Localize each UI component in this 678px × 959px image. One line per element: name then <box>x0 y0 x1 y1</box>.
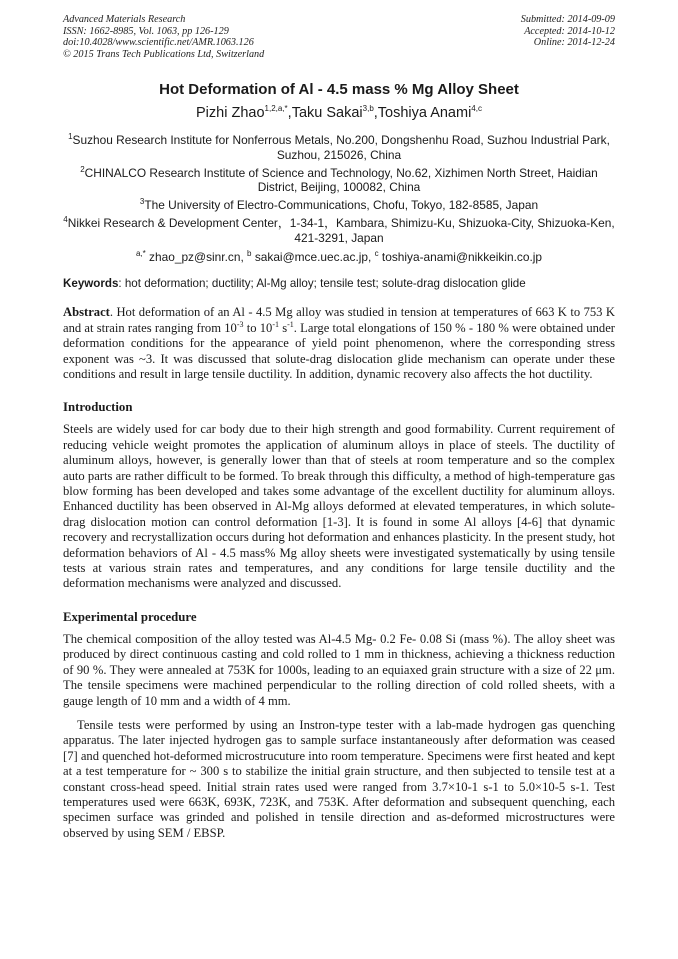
abstract-text: . Hot deformation of an Al - 4.5 Mg alloy was studied in tension at temperatures of 663 K to 753 K and at strain rates ranging from 10 <box>63 305 615 335</box>
author-affiliation-mark: 1,2,a,* <box>264 104 288 114</box>
online-date: Online: 2014-12-24 <box>533 37 615 49</box>
affiliation-text: CHINALCO Research Institute of Science and Technology, No.62, Xizhimen North Street, Haidian District, Beijing, 100082, China <box>84 165 598 195</box>
abstract <box>63 305 615 382</box>
affiliation-mark: 4 <box>63 215 68 225</box>
affiliation <box>63 166 615 196</box>
submission-dates <box>521 14 615 49</box>
affiliation-mark: 1 <box>68 132 73 142</box>
author-name: Pizhi Zhao <box>196 105 265 121</box>
paper-title: Hot Deformation of Al - 4.5 mass % Mg Alloy Sheet <box>159 81 519 98</box>
author-list: Pizhi Zhao$^{1,2,a,*}$,Taku Sakai$^{3,b}$,Toshiya Anami$^{4,c}$ <box>196 104 482 121</box>
author-emails <box>63 250 615 265</box>
email-mark: c <box>374 248 379 258</box>
exponent: -3 <box>236 319 244 329</box>
paper-page <box>63 14 615 841</box>
journal-doi[interactable]: doi:10.4028/www.scientific.net/AMR.1063.126 <box>63 37 254 49</box>
experimental-section <box>63 632 615 841</box>
exponent: -1 <box>287 319 294 329</box>
email-link[interactable]: toshiya-anami@nikkeikin.co.jp <box>381 249 543 264</box>
affiliation <box>63 133 615 163</box>
abstract-text: to 10 <box>243 320 273 335</box>
keywords <box>63 277 615 291</box>
keywords-label: Keywords <box>63 277 119 291</box>
author-name: Taku Sakai <box>291 105 363 121</box>
submitted-date: Submitted: 2014-09-09 <box>520 14 615 25</box>
affiliation-mark: 3 <box>139 197 145 207</box>
email-mark: b <box>247 248 252 258</box>
introduction-section <box>63 422 615 591</box>
affiliation-text: Nikkei Research & Development Center，1-34-1，Kambara, Shimizu-Ku, Shizuoka-City, Shizuoka-Ken, 421-3291, Japan <box>67 215 615 245</box>
affiliations <box>63 133 615 264</box>
keywords-text: : hot deformation; ductility; Al-Mg alloy; tensile test; solute-drag dislocation glide <box>118 277 526 291</box>
abstract-text: s <box>279 320 288 335</box>
paragraph: Steels are widely used for car body due to their high strength and good formability. Current requirement of reducing vehicle weight promotes the application of aluminum alloys in place of steels. The ductility of aluminum alloys, however, is generally lower than that of steels at room temperature and so the complex auto parts are rather difficult to be formed. To break through this difficulty, a method of high-temperature gas blow forming has been developed and takes some advantage of the excellent ductility for aluminum alloys. Enhanced ductility has been observed in Al-Mg alloys deformed at elevated temperatures, in which solute-drag dislocation motion can control deformation [1-3]. It is found in some Al alloys [4-6] that dynamic recovery and recrystallization occurs during hot deformation and enhances plasticity. In the present study, hot deformation behaviors of Al - 4.5 mass% Mg alloy sheets were investigated systematically by using tensile tests at various strain rates and temperatures, and any conditions for large tensile ductility and the deformation mechanisms were analyzed and discussed. <box>63 422 615 591</box>
section-heading-introduction: Introduction <box>63 400 133 415</box>
paragraph: The chemical composition of the alloy tested was Al-4.5 Mg- 0.2 Fe- 0.08 Si (mass %). The alloy sheet was produced by direct continuous casting and cold rolled to 1 mm in thickness, achieving a thickness reduction of 90 %. They were annealed at 753K for 1000s, leading to an equiaxed grain structure with a size of 22 μm. The tensile specimens were machined perpendicular to the rolling direction of cold rolled sheets, with a gauge length of 10 mm and a width of 4 mm. <box>63 631 615 708</box>
journal-info <box>63 14 264 60</box>
author-affiliation-mark: 3,b <box>362 104 374 114</box>
abstract-label: Abstract <box>63 305 110 320</box>
paragraph: Tensile tests were performed by using an Instron-type tester with a lab-made hydrogen gas quenching apparatus. The later injected hydrogen gas to sample surface instantaneously after deformation was ceased [7] and quenched hot-deformed microstrucuture into room temperature. Specimens were first heated and kept at a test temperature for ~ 300 s to stabilize the initial grain structure, and then subjected to tensile test at a constant cross-head speed. Initial strain rates used were ranged from 3.7×10-1 s-1 to 5.0×10-5 s-1. Test temperatures used were 663K, 693K, 723K, and 753K. After deformation and subsequent quenching, each specimen surface was grinded and polished in tensile direction and as-deformed microstructures were observed by using SEM / EBSP. <box>63 717 615 840</box>
email-link[interactable]: zhao_pz@sinr.cn, <box>149 249 248 264</box>
affiliation-mark: 2 <box>80 164 85 174</box>
journal-name: Advanced Materials Research <box>63 14 186 25</box>
author-name: Toshiya Anami <box>377 105 472 121</box>
abstract-text: . Large total elongations of 150 % - 180 % were obtained under deformation conditions for the appearance of yield point phenomenon, where the corresponding stress exponent was ~3. It was discussed that solute-drag dislocation glide mechanism can operate under these conditions and result in large tensile ductility. In addition, dynamic recovery also affects the hot ductility. <box>63 320 616 381</box>
exponent: -1 <box>272 319 279 329</box>
email-mark: a,* <box>135 248 146 258</box>
affiliation <box>63 198 615 213</box>
author-affiliation-mark: 4,c <box>471 104 482 114</box>
affiliation <box>63 216 615 246</box>
affiliation-text: The University of Electro-Communications, Chofu, Tokyo, 182-8585, Japan <box>144 198 539 213</box>
journal-issn: ISSN: 1662-8985, Vol. 1063, pp 126-129 <box>63 25 229 37</box>
email-link[interactable]: sakai@mce.uec.ac.jp, <box>254 249 375 264</box>
section-heading-experimental: Experimental procedure <box>63 609 197 624</box>
affiliation-text: Suzhou Research Institute for Nonferrous Metals, No.200, Dongshenhu Road, Suzhou Industrial Park, Suzhou, 215026, China <box>72 133 610 162</box>
accepted-date: Accepted: 2014-10-12 <box>524 25 615 37</box>
journal-header <box>63 14 615 64</box>
journal-copyright: © 2015 Trans Tech Publications Ltd, Switzerland <box>63 48 265 60</box>
